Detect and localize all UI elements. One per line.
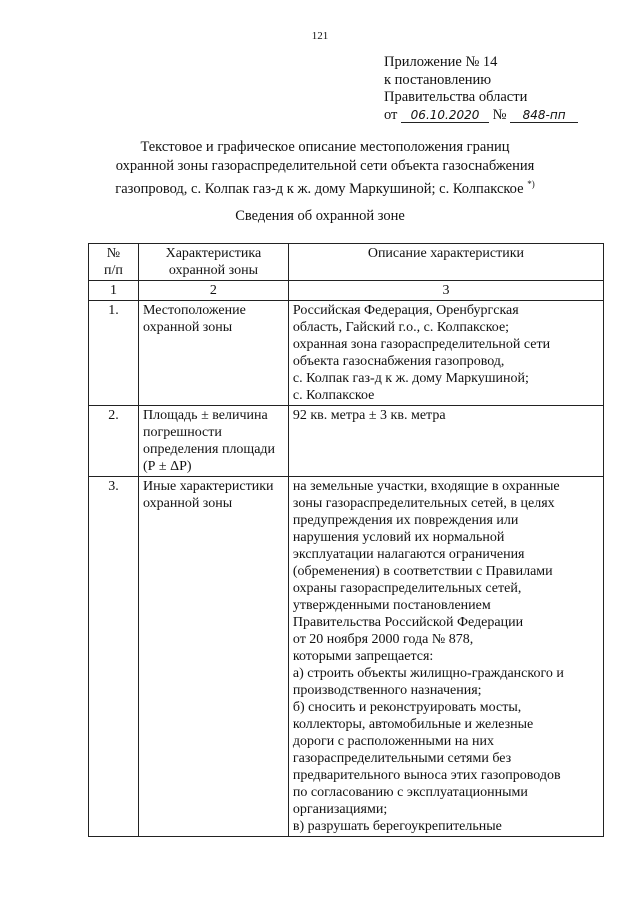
title-line: охранной зоны газораспределительной сети объекта газоснабжения — [115, 157, 535, 174]
appendix-block — [384, 54, 578, 124]
row-characteristic: Местоположение охранной зоны — [138, 301, 288, 406]
appendix-line: к постановлению — [384, 71, 492, 88]
title-line-last — [90, 175, 560, 198]
header-characteristic-text: Характеристика охранной зоны — [165, 246, 262, 278]
header-number-text: № п/п — [104, 246, 123, 278]
appendix-line: Правительства области — [384, 89, 528, 105]
column-index: 3 — [288, 281, 603, 301]
table-header-row — [89, 244, 604, 281]
title-line: газопровод, с. Колпак газ-д к ж. дому Маркушиной; с. Колпакское — [115, 180, 524, 197]
page-number: 121 — [311, 30, 329, 42]
table-row — [89, 477, 604, 837]
row-number: 3. — [89, 477, 139, 837]
handwritten-date: 06.10.2020 — [401, 108, 489, 123]
row-number: 1. — [89, 301, 139, 406]
header-characteristic — [138, 244, 288, 281]
row-number: 2. — [89, 406, 139, 477]
row-description: 92 кв. метра ± 3 кв. метра — [288, 406, 603, 477]
row-characteristic: Иные характеристики охранной зоны — [138, 477, 288, 837]
row-description: Российская Федерация, Оренбургская область, Гайский г.о., с. Колпакское; охранная зона газораспределительной сети объекта газоснабжения газопровод, с. Колпак газ-д к ж. дому Маркушиной; с. Колпакское — [288, 301, 603, 406]
zone-table — [88, 243, 604, 837]
appendix-line: Приложение № 14 — [384, 54, 498, 70]
column-index-row — [89, 281, 604, 301]
table-row — [89, 301, 604, 406]
footnote-mark: *) — [527, 179, 535, 189]
row-description: на земельные участки, входящие в охранные зоны газораспределительных сетей, в целях предупреждения их повреждения или нарушения условий их нормальной эксплуатации налагаются ограничения (обременения) в соответствии с Правилами охраны газораспределительных сетей, утвержденными постановлением Правительства Российской Федерации от 20 ноября 2000 года № 878, которыми запрещается: а) строить объекты жилищно-гражданского и производственного назначения; б) сносить и реконструировать мосты, коллекторы, автомобильные и железные дороги с расположенными на них газораспределительными сетями без предварительного выноса этих газопроводов по согласованию с эксплуатационными организациями; в) разрушать берегоукрепительные — [288, 477, 603, 837]
number-sign: № — [492, 106, 507, 123]
table-row — [89, 406, 604, 477]
header-description — [288, 244, 603, 281]
row-characteristic: Площадь ± величина погрешности определения площади (Р ± ΔР) — [138, 406, 288, 477]
section-title: Сведения об охранной зоне — [235, 208, 405, 224]
column-index: 1 — [89, 281, 139, 301]
title-line: Текстовое и графическое описание местоположения границ — [140, 139, 510, 155]
header-number — [89, 244, 139, 281]
column-index: 2 — [138, 281, 288, 301]
header-description-text: Описание характеристики — [367, 246, 525, 261]
date-prefix: от — [384, 106, 398, 123]
document-title — [90, 138, 560, 198]
handwritten-number: 848-пп — [510, 108, 578, 123]
appendix-date-line — [384, 107, 578, 125]
